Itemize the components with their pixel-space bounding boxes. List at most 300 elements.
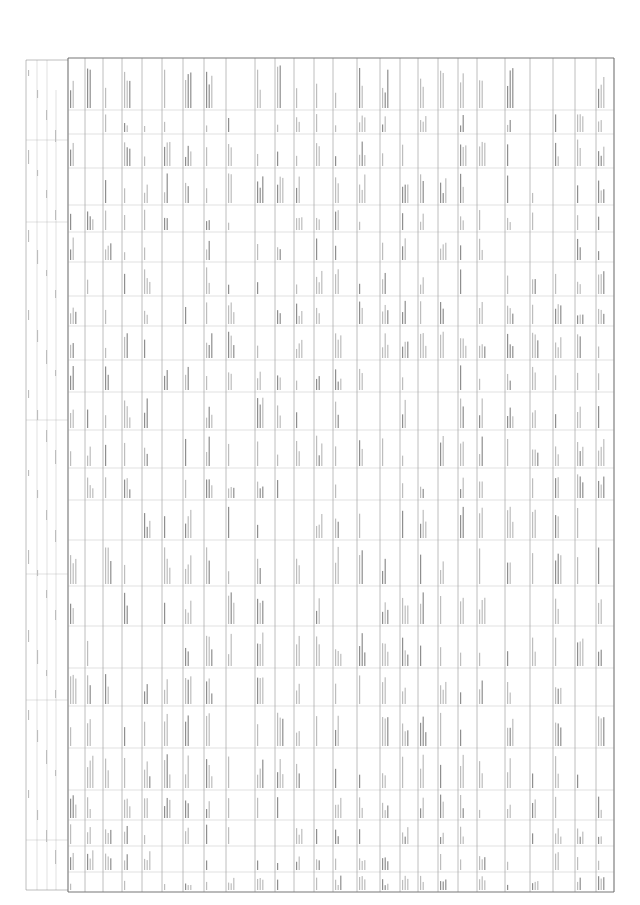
cell-text-mark <box>580 878 581 890</box>
cell-text-mark <box>296 764 297 788</box>
cell-text-mark <box>423 214 424 230</box>
cell-text-mark <box>185 883 186 890</box>
cell-text-mark <box>460 82 461 108</box>
cell-text-mark <box>147 527 148 538</box>
cell-text-mark <box>601 310 602 324</box>
cell-text-mark <box>558 554 559 584</box>
cell-text-mark <box>228 144 229 166</box>
cell-text-mark <box>209 765 210 788</box>
cell-text-mark <box>185 569 186 584</box>
cell-text-mark <box>460 338 461 358</box>
cell-text-mark <box>537 453 538 466</box>
cell-text-mark <box>73 343 74 358</box>
cell-text-mark <box>188 516 189 538</box>
cell-text-mark <box>277 310 278 324</box>
cell-text-mark <box>423 882 424 890</box>
cell-text-mark <box>463 442 464 466</box>
cell-text-mark <box>460 859 461 870</box>
cell-text-mark <box>440 685 441 704</box>
cell-text-mark <box>233 603 234 624</box>
cell-text-mark <box>532 833 533 844</box>
cell-text-mark <box>443 561 444 584</box>
cell-text-mark <box>149 521 150 538</box>
cell-text-mark <box>577 140 578 166</box>
cell-text-mark <box>92 756 93 788</box>
cell-text-mark <box>319 860 320 870</box>
cell-text-mark <box>463 478 464 498</box>
cell-text-mark <box>110 830 111 844</box>
cell-text-mark <box>124 123 125 132</box>
cell-text-mark <box>280 65 281 108</box>
cell-text-mark <box>321 271 322 294</box>
cell-text-mark <box>479 379 480 390</box>
cell-text-mark <box>385 775 386 788</box>
cell-text-mark <box>319 455 320 466</box>
cell-text-mark <box>185 722 186 746</box>
cell-text-mark <box>335 769 336 788</box>
cell-text-mark <box>127 406 128 428</box>
cell-text-mark <box>359 122 360 132</box>
cell-text-mark <box>555 638 556 666</box>
cell-text-mark <box>382 643 383 666</box>
cell-text-mark <box>164 690 165 704</box>
cell-text-mark <box>277 67 278 108</box>
cell-text-mark <box>164 603 165 624</box>
cell-text-mark <box>190 601 191 624</box>
cell-text-mark <box>580 114 581 132</box>
cell-text-mark <box>359 675 360 704</box>
cell-text-mark <box>440 335 441 358</box>
cell-text-mark <box>338 522 339 538</box>
cell-text-mark <box>144 340 145 358</box>
header-text-mark <box>28 470 29 476</box>
cell-text-mark <box>335 402 336 428</box>
cell-text-mark <box>260 405 261 428</box>
cell-text-mark <box>316 143 317 166</box>
cell-text-mark <box>316 218 317 230</box>
cell-text-mark <box>277 152 278 166</box>
cell-text-mark <box>484 143 485 166</box>
cell-text-mark <box>260 372 261 390</box>
cell-text-mark <box>405 688 406 704</box>
cell-text-mark <box>90 827 91 844</box>
cell-text-mark <box>443 332 444 358</box>
cell-text-mark <box>340 335 341 358</box>
cell-text-mark <box>440 302 441 324</box>
cell-text-mark <box>484 346 485 358</box>
cell-text-mark <box>601 485 602 498</box>
header-text-mark <box>37 330 38 342</box>
cell-text-mark <box>425 732 426 746</box>
cell-text-mark <box>124 593 125 624</box>
cell-text-mark <box>510 308 511 324</box>
cell-text-mark <box>164 218 165 230</box>
cell-text-mark <box>510 344 511 358</box>
cell-text-mark <box>257 879 258 890</box>
cell-text-mark <box>206 72 207 108</box>
cell-text-mark <box>257 244 258 260</box>
cell-text-mark <box>228 507 229 538</box>
cell-text-mark <box>262 677 263 704</box>
cell-text-mark <box>316 84 317 108</box>
cell-text-mark <box>577 442 578 466</box>
cell-text-mark <box>603 271 604 294</box>
cell-text-mark <box>124 274 125 294</box>
cell-text-mark <box>185 375 186 390</box>
cell-text-mark <box>277 185 278 203</box>
cell-text-mark <box>440 881 441 890</box>
cell-text-mark <box>188 803 189 818</box>
cell-text-mark <box>601 810 602 818</box>
header-text-mark <box>28 710 29 720</box>
cell-text-mark <box>228 285 229 294</box>
cell-text-mark <box>510 758 511 788</box>
cell-text-mark <box>319 644 320 666</box>
cell-text-mark <box>335 177 336 203</box>
cell-text-mark <box>440 183 441 203</box>
cell-text-mark <box>190 555 191 584</box>
cell-text-mark <box>338 716 339 746</box>
cell-text-mark <box>282 178 283 203</box>
cell-text-mark <box>127 606 128 624</box>
cell-text-mark <box>577 239 578 260</box>
cell-text-mark <box>443 244 444 260</box>
cell-text-mark <box>108 833 109 844</box>
cell-text-mark <box>144 798 145 818</box>
cell-text-mark <box>299 218 300 230</box>
cell-text-mark <box>296 441 297 466</box>
cell-text-mark <box>260 488 261 498</box>
cell-text-mark <box>445 682 446 704</box>
cell-text-mark <box>296 828 297 844</box>
cell-text-mark <box>385 677 386 704</box>
cell-text-mark <box>144 269 145 294</box>
cell-text-mark <box>423 798 424 818</box>
cell-text-mark <box>164 721 165 746</box>
cell-text-mark <box>206 480 207 498</box>
cell-text-mark <box>167 142 168 166</box>
cell-text-mark <box>144 513 145 538</box>
cell-text-mark <box>510 693 511 704</box>
cell-text-mark <box>105 348 106 358</box>
header-text-mark <box>46 830 47 842</box>
cell-text-mark <box>362 876 363 890</box>
cell-text-mark <box>299 731 300 746</box>
cell-text-mark <box>560 305 561 324</box>
cell-text-mark <box>440 647 441 666</box>
cell-text-mark <box>257 398 258 428</box>
cell-text-mark <box>228 444 229 466</box>
cell-text-mark <box>90 809 91 818</box>
cell-text-mark <box>512 346 513 358</box>
cell-text-mark <box>382 571 383 584</box>
cell-text-mark <box>260 878 261 890</box>
cell-text-mark <box>479 415 480 428</box>
cell-text-mark <box>87 832 88 844</box>
cell-text-mark <box>463 338 464 358</box>
cell-text-mark <box>482 81 483 108</box>
cell-text-mark <box>603 717 604 746</box>
header-text-mark <box>28 390 29 398</box>
cell-text-mark <box>262 601 263 624</box>
cell-text-mark <box>482 250 483 260</box>
cell-text-mark <box>296 862 297 870</box>
cell-text-mark <box>340 654 341 666</box>
cell-text-mark <box>507 276 508 294</box>
cell-text-mark <box>463 187 464 203</box>
cell-text-mark <box>164 516 165 538</box>
cell-text-mark <box>402 483 403 498</box>
cell-text-mark <box>359 877 360 890</box>
cell-text-mark <box>460 827 461 844</box>
cell-text-mark <box>601 156 602 166</box>
cell-text-mark <box>147 398 148 428</box>
cell-text-mark <box>260 90 261 108</box>
cell-text-mark <box>598 373 599 390</box>
cell-text-mark <box>87 767 88 788</box>
cell-text-mark <box>402 598 403 624</box>
cell-text-mark <box>460 174 461 203</box>
cell-text-mark <box>512 68 513 108</box>
cell-text-mark <box>321 443 322 466</box>
cell-text-mark <box>257 599 258 624</box>
cell-text-mark <box>280 377 281 390</box>
cell-text-mark <box>440 71 441 108</box>
cell-text-mark <box>460 515 461 538</box>
cell-text-mark <box>603 77 604 108</box>
cell-text-mark <box>420 487 421 498</box>
cell-text-mark <box>362 190 363 203</box>
cell-text-mark <box>319 282 320 294</box>
cell-text-mark <box>558 852 559 870</box>
cell-text-mark <box>319 219 320 230</box>
cell-text-mark <box>359 302 360 324</box>
cell-text-mark <box>482 876 483 890</box>
cell-text-mark <box>558 477 559 498</box>
cell-text-mark <box>420 334 421 358</box>
cell-text-mark <box>206 882 207 890</box>
cell-text-mark <box>188 885 189 890</box>
cell-text-mark <box>558 516 559 538</box>
cell-text-mark <box>580 148 581 166</box>
cell-text-mark <box>257 559 258 584</box>
cell-text-mark <box>582 315 583 324</box>
cell-text-mark <box>507 772 508 788</box>
cell-text-mark <box>87 797 88 818</box>
cell-text-mark <box>402 377 403 390</box>
cell-text-mark <box>338 269 339 294</box>
cell-text-mark <box>532 512 533 538</box>
cell-text-mark <box>206 267 207 294</box>
cell-text-mark <box>460 125 461 132</box>
cell-text-mark <box>277 455 278 466</box>
cell-text-mark <box>147 684 148 704</box>
cell-text-mark <box>299 177 300 203</box>
cell-text-mark <box>558 347 559 358</box>
cell-text-mark <box>169 774 170 788</box>
cell-text-mark <box>420 769 421 788</box>
cell-text-mark <box>190 151 191 166</box>
cell-text-mark <box>105 180 106 203</box>
cell-text-mark <box>407 605 408 624</box>
cell-text-mark <box>463 755 464 788</box>
cell-text-mark <box>359 775 360 788</box>
cell-text-mark <box>70 413 71 428</box>
header-text-mark <box>55 370 56 376</box>
cell-text-mark <box>185 831 186 844</box>
cell-text-mark <box>482 681 483 704</box>
cell-text-mark <box>405 731 406 746</box>
cell-text-mark <box>75 679 76 704</box>
cell-text-mark <box>209 801 210 818</box>
cell-text-mark <box>555 854 556 870</box>
cell-text-mark <box>577 557 578 584</box>
cell-text-mark <box>402 638 403 666</box>
cell-text-mark <box>299 343 300 358</box>
cell-text-mark <box>296 381 297 390</box>
cell-text-mark <box>164 376 165 390</box>
cell-text-mark <box>385 857 386 870</box>
cell-text-mark <box>124 832 125 844</box>
cell-text-mark <box>228 827 229 844</box>
cell-text-mark <box>257 441 258 466</box>
cell-text-mark <box>75 312 76 324</box>
cell-text-mark <box>87 280 88 294</box>
cell-text-mark <box>206 249 207 260</box>
cell-text-mark <box>164 192 165 203</box>
cell-text-mark <box>228 883 229 890</box>
cell-text-mark <box>129 149 130 166</box>
cell-text-mark <box>185 439 186 466</box>
cell-text-mark <box>75 805 76 818</box>
cell-text-mark <box>147 278 148 294</box>
cell-text-mark <box>338 885 339 890</box>
cell-text-mark <box>362 550 363 584</box>
cell-text-mark <box>87 410 88 428</box>
cell-text-mark <box>257 644 258 666</box>
cell-text-mark <box>463 115 464 132</box>
cell-text-mark <box>482 508 483 538</box>
cell-text-mark <box>73 366 74 390</box>
cell-text-mark <box>87 456 88 466</box>
cell-text-mark <box>385 719 386 746</box>
cell-text-mark <box>262 880 263 890</box>
cell-text-mark <box>124 727 125 746</box>
cell-text-mark <box>359 68 360 108</box>
cell-text-mark <box>440 765 441 788</box>
cell-text-mark <box>603 189 604 203</box>
cell-text-mark <box>211 649 212 666</box>
cell-text-mark <box>601 718 602 746</box>
cell-text-mark <box>479 239 480 260</box>
cell-text-mark <box>105 854 106 870</box>
cell-text-mark <box>190 885 191 890</box>
cell-text-mark <box>335 684 336 704</box>
cell-text-mark <box>463 147 464 166</box>
cell-text-mark <box>479 308 480 324</box>
cell-text-mark <box>460 601 461 624</box>
cell-text-mark <box>479 454 480 466</box>
cell-text-mark <box>338 210 339 230</box>
cell-text-mark <box>335 369 336 390</box>
cell-text-mark <box>598 451 599 466</box>
cell-text-mark <box>420 524 421 538</box>
cell-text-mark <box>510 507 511 538</box>
cell-text-mark <box>209 84 210 108</box>
cell-text-mark <box>316 238 317 260</box>
cell-text-mark <box>405 301 406 324</box>
cell-text-mark <box>482 142 483 166</box>
header-text-mark <box>28 150 29 164</box>
cell-text-mark <box>423 592 424 624</box>
cell-text-mark <box>582 447 583 466</box>
cell-text-mark <box>387 70 388 108</box>
cell-text-mark <box>507 439 508 466</box>
cell-text-mark <box>124 252 125 260</box>
cell-text-mark <box>582 639 583 666</box>
cell-text-mark <box>385 92 386 108</box>
header-text-mark <box>37 650 38 664</box>
cell-text-mark <box>601 447 602 466</box>
cell-text-mark <box>362 633 363 666</box>
cell-text-mark <box>443 881 444 890</box>
cell-text-mark <box>127 81 128 108</box>
cell-text-mark <box>507 144 508 166</box>
cell-text-mark <box>364 652 365 666</box>
cell-text-mark <box>582 832 583 844</box>
header-text-mark <box>46 430 47 442</box>
cell-text-mark <box>402 312 403 324</box>
cell-text-mark <box>188 651 189 666</box>
cell-text-mark <box>601 274 602 294</box>
cell-text-mark <box>425 522 426 538</box>
cell-text-mark <box>364 117 365 132</box>
cell-text-mark <box>402 691 403 704</box>
cell-text-mark <box>144 448 145 466</box>
cell-text-mark <box>382 612 383 624</box>
cell-text-mark <box>482 344 483 358</box>
cell-text-mark <box>482 773 483 788</box>
cell-text-mark <box>510 381 511 390</box>
cell-text-mark <box>90 70 91 108</box>
cell-text-mark <box>532 213 533 230</box>
cell-text-mark <box>507 885 508 890</box>
cell-text-mark <box>577 828 578 844</box>
cell-text-mark <box>598 181 599 203</box>
cell-text-mark <box>105 477 106 498</box>
cell-text-mark <box>231 634 232 666</box>
cell-text-mark <box>105 674 106 704</box>
cell-text-mark <box>463 73 464 108</box>
cell-text-mark <box>70 555 71 584</box>
header-text-mark <box>55 450 56 464</box>
cell-text-mark <box>535 372 536 390</box>
cell-text-mark <box>479 146 480 166</box>
cell-text-mark <box>228 372 229 390</box>
cell-text-mark <box>387 345 388 358</box>
cell-text-mark <box>73 853 74 870</box>
cell-text-mark <box>228 173 229 203</box>
cell-text-mark <box>144 722 145 746</box>
header-text-mark <box>46 110 47 120</box>
cell-text-mark <box>257 525 258 538</box>
cell-text-mark <box>209 479 210 498</box>
cell-text-mark <box>598 275 599 294</box>
cell-text-mark <box>364 860 365 870</box>
cell-text-mark <box>479 80 480 108</box>
cell-text-mark <box>420 301 421 324</box>
cell-text-mark <box>316 878 317 890</box>
